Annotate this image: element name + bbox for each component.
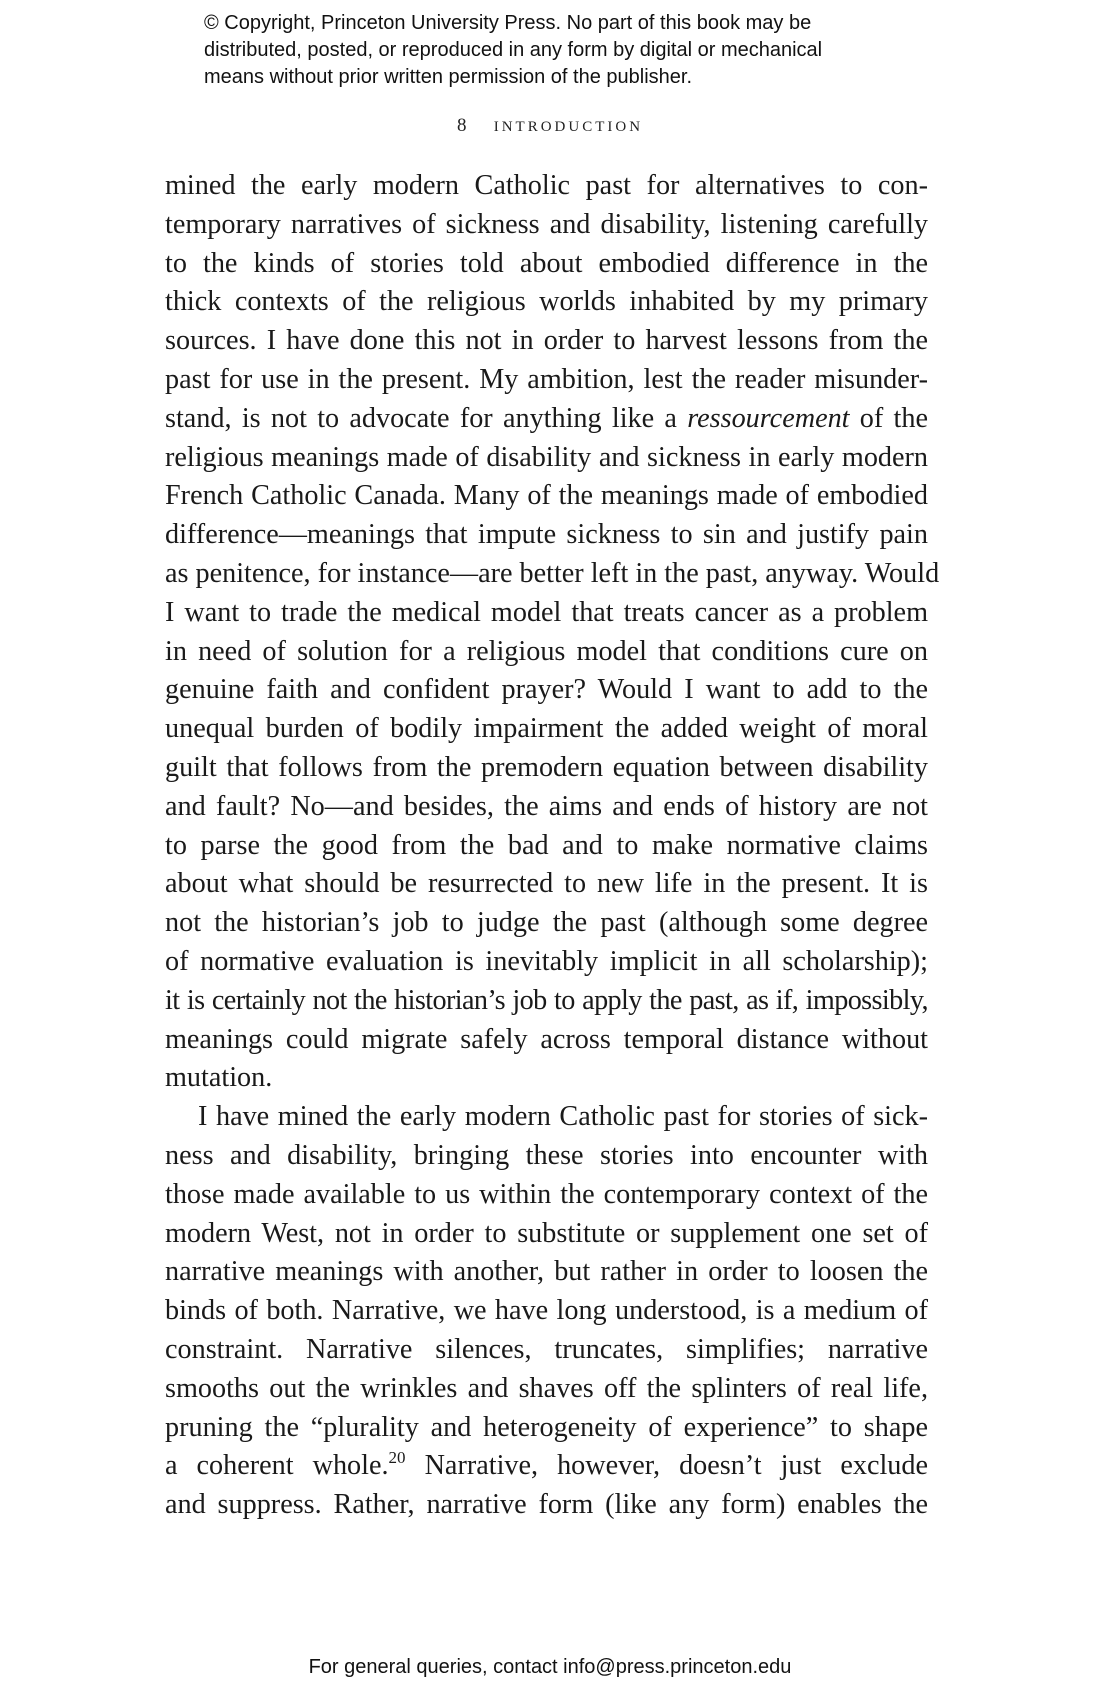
text-segment: Narrative, however, doesn’t just exclude (405, 1450, 928, 1482)
paragraph (165, 1098, 928, 1525)
text-line: narrative meanings with another, but rather in order to loosen the (165, 1256, 928, 1288)
footer-contact: For general queries, contact info@press.princeton.edu (308, 1656, 792, 1678)
text-segment: of the (849, 402, 928, 434)
text-line: in need of solution for a religious model that conditions cure on (165, 635, 928, 667)
text-line: constraint. Narrative silences, truncates, simplifies; narrative (165, 1333, 928, 1365)
copyright-line: © Copyright, Princeton University Press. No part of this book may be (204, 12, 812, 34)
text-line: ness and disability, bringing these stories into encounter with (165, 1139, 928, 1171)
text-segment: a coherent whole. (165, 1450, 389, 1482)
text-line: pruning the “plurality and heterogeneity of experience” to shape (165, 1411, 928, 1443)
text-line: meanings could migrate safely across temporal distance without (165, 1023, 928, 1055)
page-number: 8 (456, 115, 467, 136)
text-line: French Catholic Canada. Many of the meanings made of embodied (165, 480, 928, 512)
text-line: sources. I have done this not in order to harvest lessons from the (165, 325, 928, 357)
text-line (165, 400, 928, 439)
text-line: those made available to us within the contemporary context of the (165, 1178, 928, 1210)
text-line: mutation. (165, 1062, 273, 1094)
copyright-line: distributed, posted, or reproduced in any form by digital or mechanical (204, 39, 823, 61)
text-line: difference—meanings that impute sickness to sin and justify pain (165, 519, 928, 551)
text-line: modern West, not in order to substitute or supplement one set of (165, 1217, 928, 1249)
text-line: temporary narratives of sickness and disability, listening carefully (165, 208, 928, 240)
text-line: not the historian’s job to judge the past (although some degree (165, 907, 928, 939)
text-line (165, 1447, 928, 1486)
copyright-line: means without prior written permission of the publisher. (204, 66, 693, 88)
text-line: of normative evaluation is inevitably implicit in all scholarship); (165, 945, 928, 977)
text-line: genuine faith and confident prayer? Would I want to add to the (165, 674, 928, 706)
text-line: past for use in the present. My ambition, lest the reader misunder- (165, 363, 928, 395)
copyright-notice (204, 10, 964, 91)
text-line: guilt that follows from the premodern equation between disability (165, 751, 928, 783)
text-line: smooths out the wrinkles and shaves off the splinters of real life, (165, 1372, 928, 1404)
text-line: religious meanings made of disability and sickness in early modern (165, 441, 928, 473)
text-line: about what should be resurrected to new life in the present. It is (165, 868, 928, 900)
text-line: and suppress. Rather, narrative form (like any form) enables the (165, 1489, 928, 1521)
running-head (0, 112, 1100, 137)
paragraph (165, 167, 940, 1098)
text-line: I want to trade the medical model that treats cancer as a problem (165, 596, 928, 628)
italic-term: ressourcement (687, 402, 850, 434)
text-line: it is certainly not the historian’s job to apply the past, as if, impossibly, (165, 984, 928, 1016)
text-line: mined the early modern Catholic past for alternatives to con- (165, 170, 928, 201)
text-line: and fault? No—and besides, the aims and ends of history are not (165, 790, 928, 822)
text-line: to the kinds of stories told about embodied difference in the (165, 247, 928, 279)
body-text (165, 167, 940, 1525)
section-title: introduction (493, 112, 644, 136)
text-line: I have mined the early modern Catholic past for stories of sick- (198, 1101, 928, 1133)
text-line: unequal burden of bodily impairment the added weight of moral (165, 713, 928, 745)
footnote-reference[interactable]: 20 (388, 1448, 406, 1468)
text-line: as penitence, for instance—are better left in the past, anyway. Would (165, 557, 940, 589)
text-line: thick contexts of the religious worlds inhabited by my primary (165, 286, 928, 318)
text-line: to parse the good from the bad and to make normative claims (165, 829, 928, 861)
text-line: binds of both. Narrative, we have long understood, is a medium of (165, 1295, 928, 1327)
text-segment: stand, is not to advocate for anything like a (165, 402, 688, 434)
